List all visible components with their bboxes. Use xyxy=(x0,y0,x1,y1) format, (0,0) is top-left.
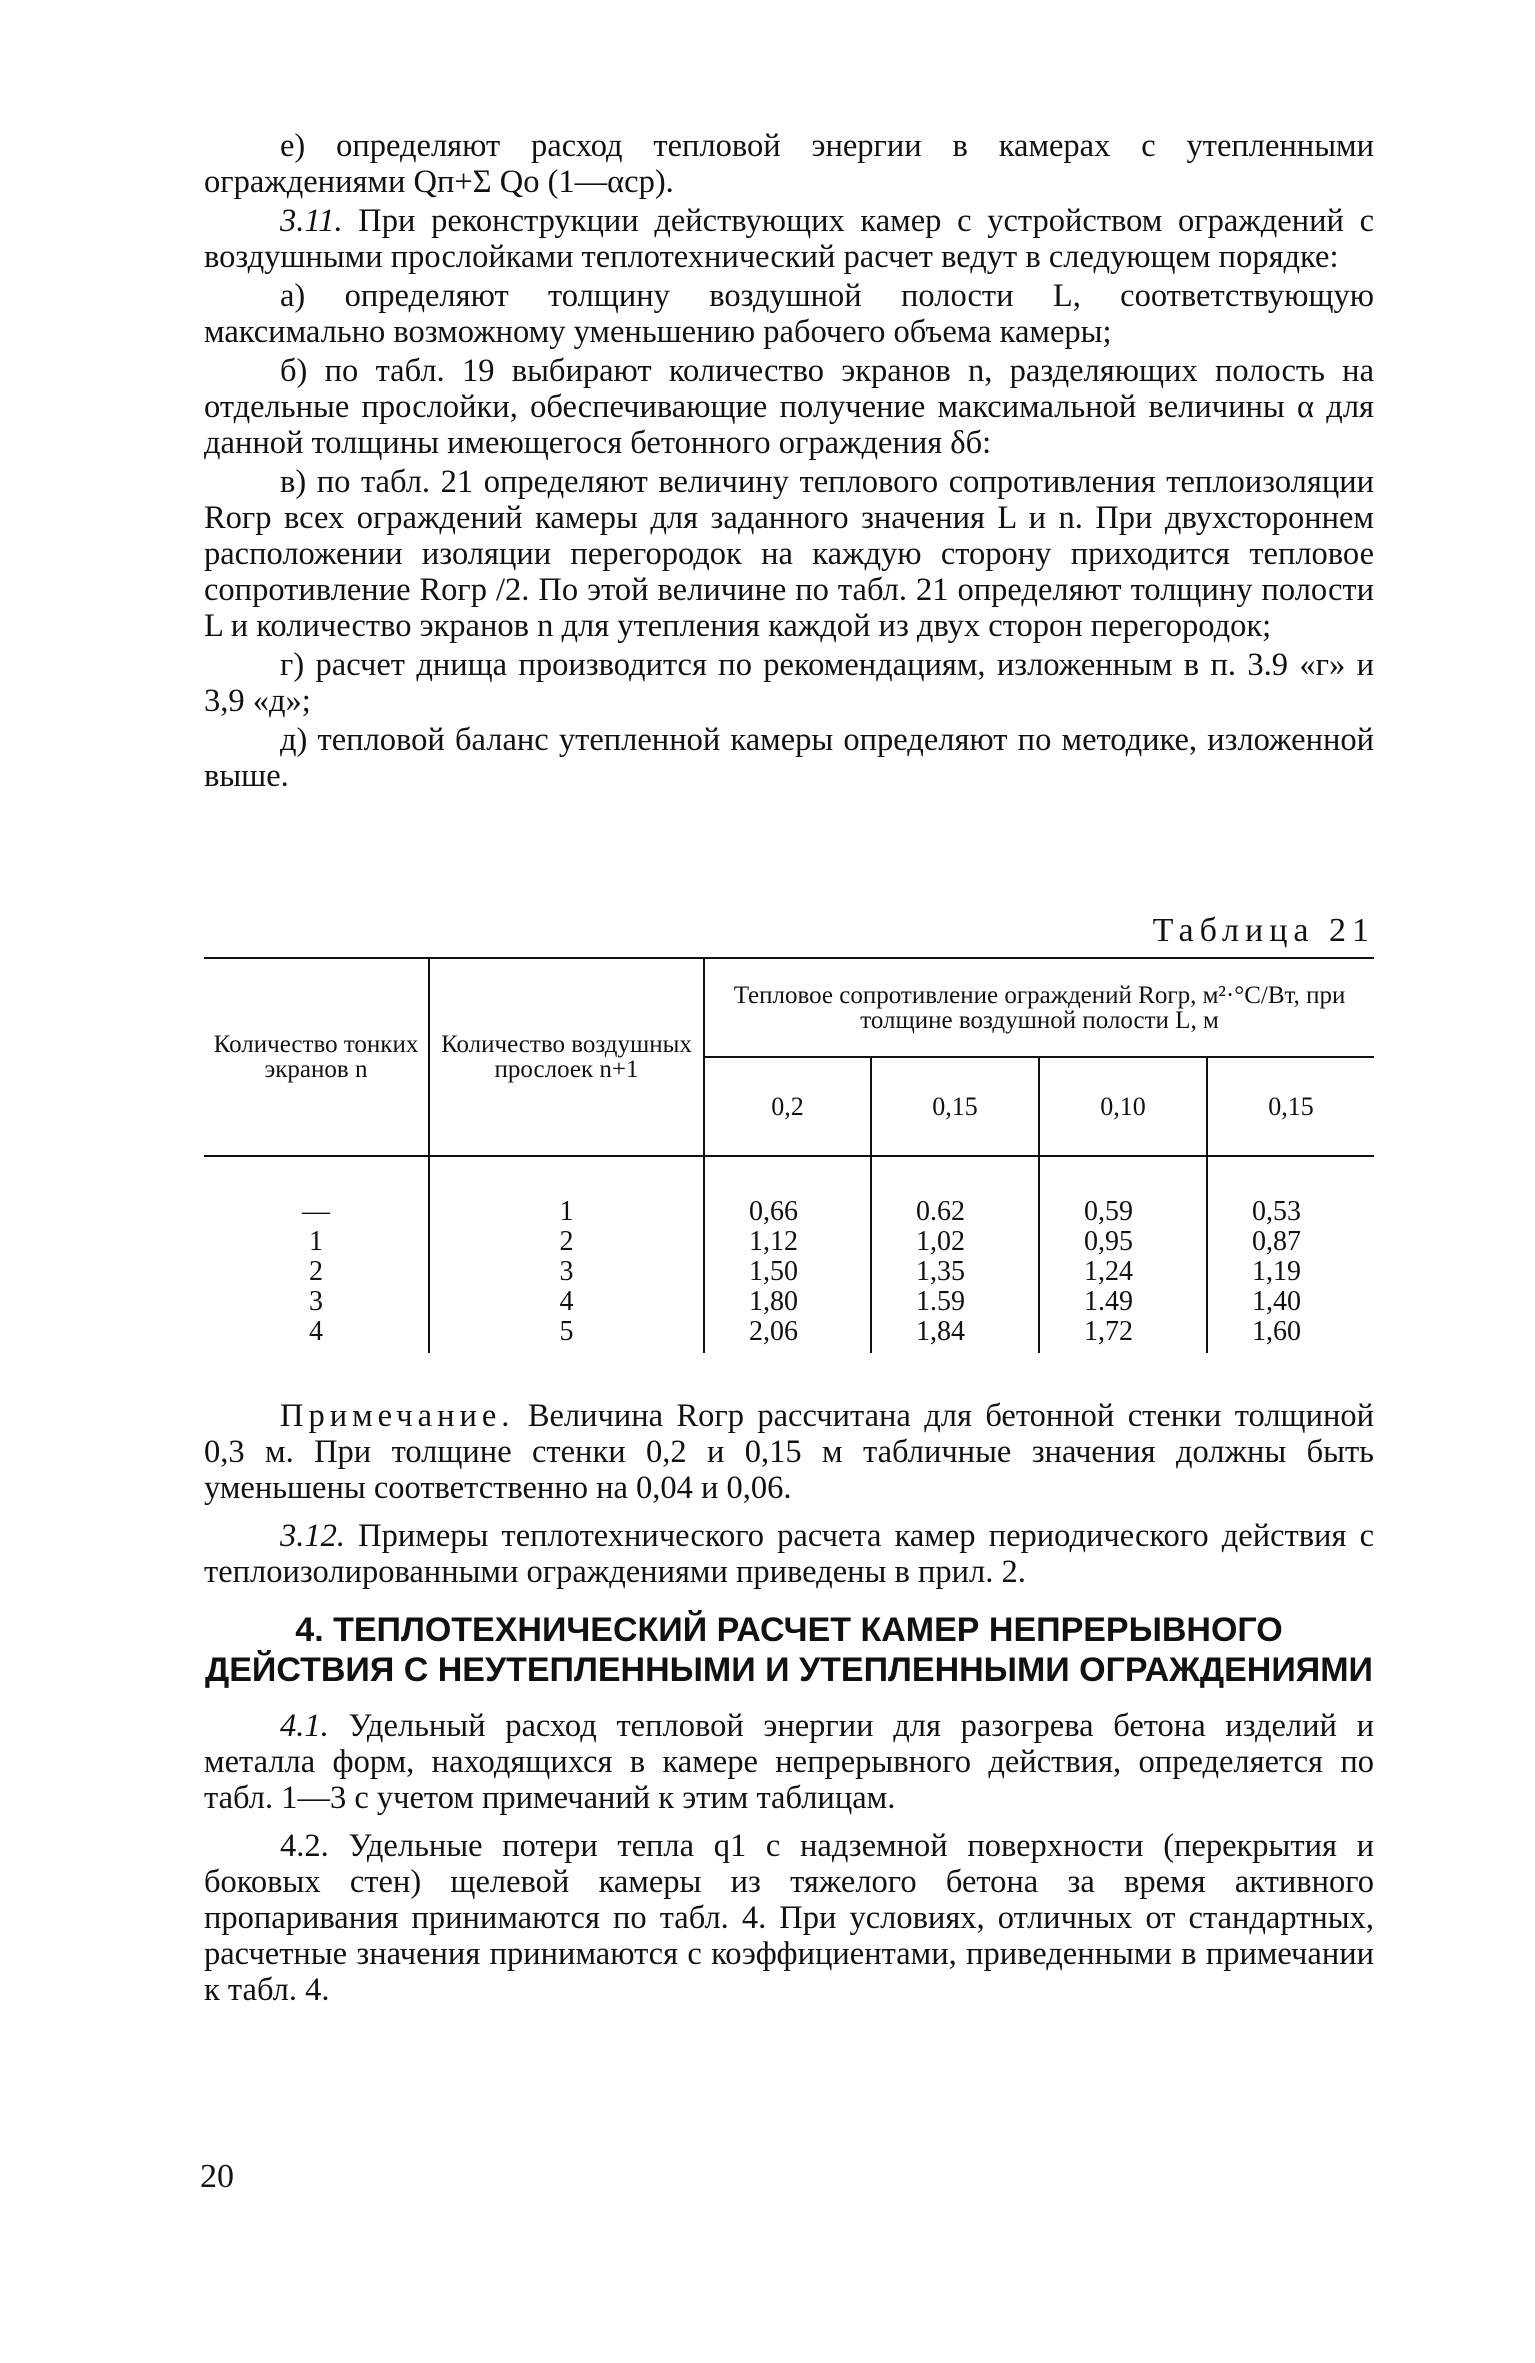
clause-text-3-11: При реконструкции действующих камер с устройством ограждений с воздушными прослойками теплотехнический расчет ведут в следующем порядке: xyxy=(204,203,1375,275)
table-cell: 1,40 xyxy=(1252,1286,1301,1317)
clause-text-3-12: Примеры теплотехнического расчета камер периодического действия с теплоизолированными ограждениями приведены в прил. 2. xyxy=(204,1518,1374,1590)
header-thermal-resistance: Тепловое сопротивление ограждений Rогр, м²·°С/Вт, при толщине воздушной полости L, м xyxy=(704,958,1374,1057)
table-cell: 3 xyxy=(559,1256,574,1287)
intro-section xyxy=(204,128,1374,797)
note-text: Величина Rогр рассчитана для бетонной стенки толщиной 0,3 м. При толщине стенки 0,2 и 0,15 м табличные значения должны быть уменьшены соответственно на 0,04 и 0,06. xyxy=(204,1398,1374,1506)
section-4-heading: 4. ТЕПЛОТЕХНИЧЕСКИЙ РАСЧЕТ КАМЕР НЕПРЕРЫВНОГО ДЕЙСТВИЯ С НЕУТЕПЛЕННЫМИ И УТЕПЛЕННЫМИ ОГРАЖДЕНИЯМИ xyxy=(205,1611,1373,1689)
clause-number-4-1: 4.1. xyxy=(280,1708,329,1744)
paragraph-v: в) по табл. 21 определяют величину теплового сопротивления теплоизоляции Rогр всех ограждений камеры для заданного значения L и n. При двухстороннем расположении изоляции перегородок на каждую сторону приходится тепловое сопротивление Rогр /2. По этой величине по табл. 21 определяют толщину полости L и количество экранов n для утепления каждой из двух сторон перегородок; xyxy=(204,464,1374,644)
table-cell: 1,84 xyxy=(916,1316,965,1347)
clause-text-4-2: Удельные потери тепла q1 с надземной поверхности (перекрытия и боковых стен) щелевой камеры из тяжелого бетона за время активного пропаривания принимаются по табл. 4. При условиях, отличных от стандартных, расчетные значения принимаются с коэффициентами, приведенными в примечании к табл. 4. xyxy=(204,1828,1375,2008)
paragraph-4-1 xyxy=(204,1708,1374,1816)
header-screens-count: Количество тонких экранов n xyxy=(204,958,429,1156)
table-cell: — xyxy=(302,1196,330,1227)
table-cell: 1,80 xyxy=(749,1286,798,1317)
clause-text-4-1: Удельный расход тепловой энергии для разогрева бетона изделий и металла форм, находящихся в камере непрерывного действия, определяется по табл. 1—3 с учетом примечаний к этим таблицам. xyxy=(204,1708,1375,1816)
page-number: 20 xyxy=(200,2158,234,2195)
table-cell: 4 xyxy=(559,1286,574,1317)
table-cell: 1,60 xyxy=(1252,1316,1301,1347)
clause-number-3-12: 3.12. xyxy=(280,1518,345,1554)
paragraph-b: б) по табл. 19 выбирают количество экранов n, разделяющих полость на отдельные прослойки, обеспечивающие получение максимальной величины α для данной толщины имеющегося бетонного ограждения δб: xyxy=(204,353,1374,461)
table-cell: 0.62 xyxy=(916,1196,965,1227)
note-label: Примечание. xyxy=(280,1398,515,1434)
table-cell: 0,66 xyxy=(749,1196,798,1227)
table-cell: 1.49 xyxy=(1084,1286,1133,1317)
table-cell: 5 xyxy=(559,1316,574,1347)
paragraph-e: е) определяют расход тепловой энергии в камерах с утепленными ограждениями Qп+Σ Qо (1—αср). xyxy=(204,128,1374,200)
header-thickness-1: 0,2 xyxy=(704,1057,871,1156)
lower-section xyxy=(204,1398,1374,2020)
table-cell: 2 xyxy=(559,1226,574,1257)
table-cell: 1,50 xyxy=(749,1256,798,1287)
table-title: Таблица 21 xyxy=(1152,912,1375,949)
paragraph-4-2 xyxy=(204,1828,1374,2008)
table-cell: 1,72 xyxy=(1084,1316,1133,1347)
paragraph-3-11 xyxy=(204,203,1374,275)
header-thickness-4: 0,15 xyxy=(1207,1057,1374,1156)
paragraph-d: д) тепловой баланс утепленной камеры определяют по методике, изложенной выше. xyxy=(204,722,1374,794)
table-cell: 2 xyxy=(309,1256,323,1287)
table-cell: 1,12 xyxy=(749,1226,798,1257)
table-cell: 1,19 xyxy=(1252,1256,1301,1287)
paragraph-3-12 xyxy=(204,1518,1374,1590)
column-air-layers xyxy=(429,1156,704,1353)
clause-number-3-11: 3.11. xyxy=(280,203,343,239)
table-cell: 3 xyxy=(309,1286,323,1317)
header-air-layers-count: Количество воздушных прослоек n+1 xyxy=(429,958,704,1156)
column-thickness-0-10 xyxy=(1039,1156,1207,1353)
table-21 xyxy=(204,957,1374,1353)
header-thickness-2: 0,15 xyxy=(871,1057,1039,1156)
column-screens xyxy=(204,1156,429,1353)
table-cell: 1 xyxy=(309,1226,323,1257)
clause-number-4-2: 4.2. xyxy=(280,1828,329,1864)
table-cell: 1,35 xyxy=(916,1256,965,1287)
table-cell: 0,59 xyxy=(1084,1196,1133,1227)
paragraph-g: г) расчет днища производится по рекомендациям, изложенным в п. 3.9 «г» и 3,9 «д»; xyxy=(204,647,1374,719)
table-cell: 1,02 xyxy=(916,1226,965,1257)
table-cell: 4 xyxy=(309,1316,323,1347)
header-thickness-3: 0,10 xyxy=(1039,1057,1207,1156)
column-thickness-0-15 xyxy=(871,1156,1039,1353)
column-thickness-0-2 xyxy=(704,1156,871,1353)
table-cell: 1 xyxy=(559,1196,574,1227)
table-cell: 1.59 xyxy=(916,1286,965,1317)
column-thickness-0-15-b xyxy=(1207,1156,1374,1353)
paragraph-a: а) определяют толщину воздушной полости L, соответствующую максимально возможному уменьшению рабочего объема камеры; xyxy=(204,278,1374,350)
table-cell: 0,95 xyxy=(1084,1226,1133,1257)
table-cell: 1,24 xyxy=(1084,1256,1133,1287)
table-cell: 0,87 xyxy=(1252,1226,1301,1257)
table-cell: 2,06 xyxy=(749,1316,798,1347)
table-body-row xyxy=(204,1156,1374,1353)
table-note xyxy=(204,1398,1374,1506)
table-cell: 0,53 xyxy=(1252,1196,1301,1227)
